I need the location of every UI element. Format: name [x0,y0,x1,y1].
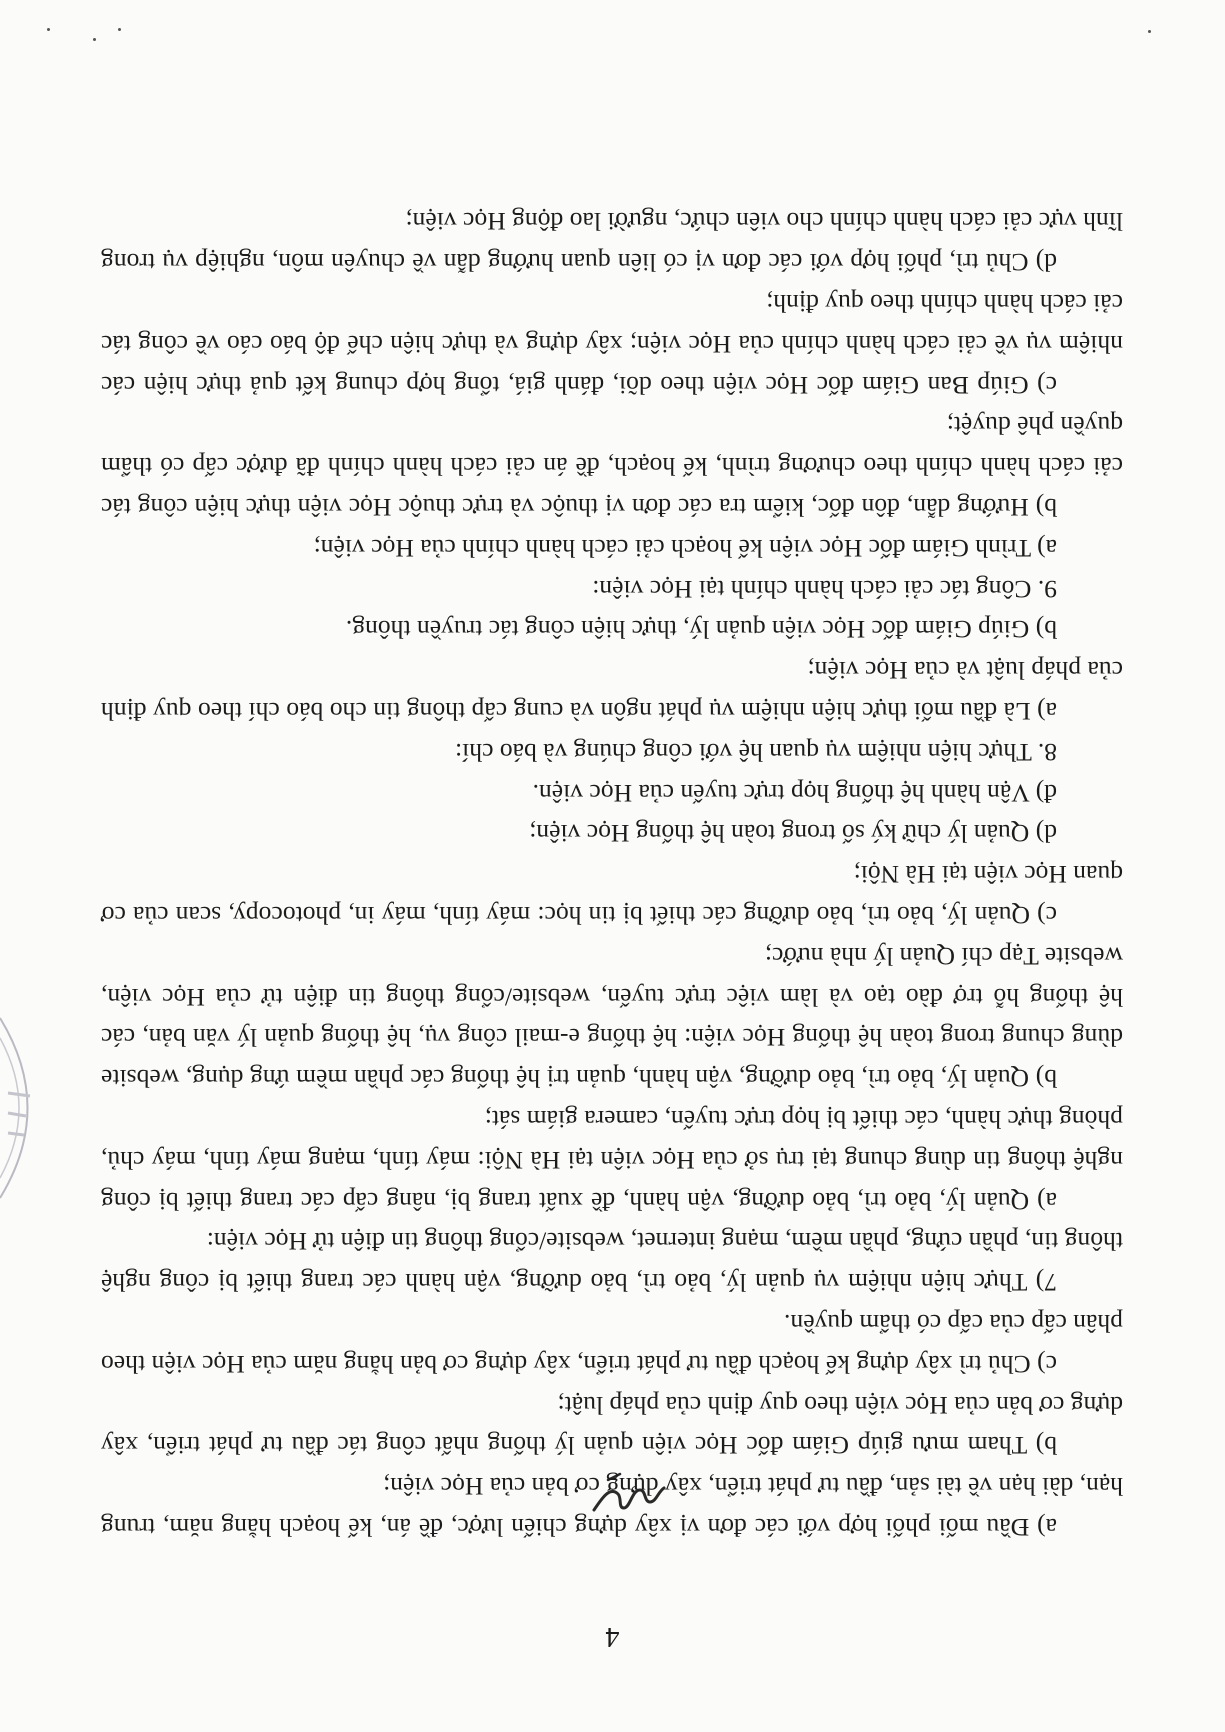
paragraph: c) Giúp Ban Giám đốc Học viện theo dõi, đánh giá, tổng hợp chung kết quả thực hiện các nhiệm vụ về cải cách hành chính của Học viện; xây dựng và thực hiện chế độ báo cáo về công tác cải cách hành chính theo quy định; [101,289,1123,400]
paragraph: a) Là đầu mối thực hiện nhiệm vụ phát ngôn và cung cấp thông tin cho báo chí theo quy định của pháp luật và của Học viện; [101,656,1123,727]
page-number: 4 [605,1621,620,1652]
paragraph: a) Trình Giám đốc Học viện kế hoạch cải cách hành chính của Học viện; [313,533,1057,563]
paragraph: b) Giúp Giám đốc Học viện quản lý, thực hiện công tác truyền thông. [345,615,1057,645]
paragraph: 9. Công tác cải cách hành chính tại Học viện: [592,574,1057,604]
paragraph: đ) Vận hành hệ thống họp trực tuyến của Học viện. [532,778,1057,808]
paragraph: 8. Thực hiện nhiệm vụ quan hệ với công chúng và báo chí: [455,737,1057,767]
paragraph: c) Chủ trì xây dựng kế hoạch đầu tư phát triển, xây dựng cơ bản hằng năm của Học viện theo phân cấp của cấp có thẩm quyền. [101,1309,1123,1379]
paragraph: b) Hướng dẫn, đôn đốc, kiểm tra các đơn vị thuộc và trực thuộc Học viện thực hiện công tác cải cách hành chính theo chương trình, kế hoạch, đề án cải cách hành chính đã được cấp có thẩm quyền phê duyệt; [101,411,1123,523]
body-text [101,201,1123,1547]
paragraph: c) Quản lý, bảo trì, bảo dưỡng các thiết bị tin học: máy tính, máy in, photocopy, scan của cơ quan Học viện tại Hà Nội; [101,860,1123,931]
paragraph: a) Quản lý, bảo trì, bảo dưỡng, vận hành, đề xuất trang bị, nâng cấp các trang thiết bị công nghệ thông tin dùng chung tại trụ sở của Học viện tại Hà Nội: máy tính, mạng máy tính, máy chủ, phòng thực hành, các thiết bị họp trực tuyến, camera giám sát; [101,1105,1123,1216]
paragraph: 7) Thực hiện nhiệm vụ quản lý, bảo trì, bảo dưỡng, vận hành các trang thiết bị công nghệ thông tin, phần cứng, phần mềm, mạng internet, website/cổng thông tin điện tử Học viện: [101,1227,1123,1298]
paragraph: d) Quản lý chữ ký số trong toàn hệ thống Học viện; [529,819,1057,849]
paragraph: b) Tham mưu giúp Giám đốc Học viện quản lý thống nhất công tác đầu tư phát triển, xây dựng cơ bản của Học viện theo quy định của pháp luật; [101,1390,1123,1461]
paragraph: d) Chủ trì, phối hợp với các đơn vị có liên quan hướng dẫn về chuyên môn, nghiệp vụ trong lĩnh vực cải cách hành chính cho viên chức, người lao động Học viện; [101,207,1123,278]
paragraph: b) Quản lý, bảo trì, bảo dưỡng, vận hành, quản trị hệ thống các phần mềm ứng dụng, website dùng chung trong toàn hệ thống Học viện: hệ thống e-mail công vụ, hệ thống quản lý văn bản, các hệ thống hỗ trợ đào tạo và làm việc trực tuyến, website/cổng thông tin điện tử của Học viện, website Tạp chí Quản lý nhà nước; [101,941,1123,1094]
paragraph: a) Đầu mối phối hợp với các đơn vị xây dựng chiến lược, đề án, kế hoạch hằng năm, trung hạn, dài hạn về tài sản, đầu tư phát triển, xây dựng cơ bản của Học viện; [101,1472,1123,1542]
